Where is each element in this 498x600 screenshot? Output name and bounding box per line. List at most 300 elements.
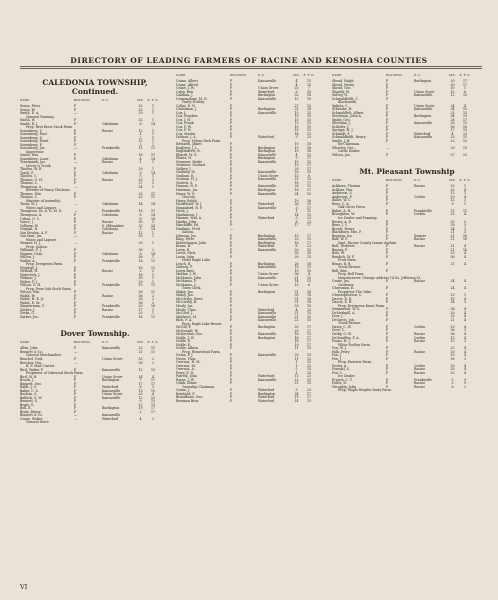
entry-rfd: 14 [150, 121, 156, 126]
entry-business: F [230, 381, 233, 386]
entry-section: 29 [450, 194, 455, 199]
entry-name: Mealy, Chas. [176, 307, 197, 312]
entry-rfd: 18 [306, 107, 312, 112]
entry-rfd: 1 [151, 107, 155, 112]
entry-business: F [230, 212, 233, 217]
entry-rfd: 3 [463, 356, 467, 361]
entry-name: Broughton, W. [332, 212, 355, 217]
header-name: NAME [332, 179, 342, 183]
entry-po: Kansasville [102, 367, 121, 372]
entry-name: Sonenberg, Paul [20, 132, 47, 137]
entry-rfd: 15 [306, 79, 312, 83]
entry-name: Cox, F. W. [176, 124, 192, 129]
entry-name: Smith, R. J. [20, 121, 39, 126]
entry-business: F [74, 272, 77, 277]
entry-rfd: 1 [151, 132, 155, 137]
entry-rfd: 23 [306, 135, 312, 140]
entry-rfd: 1 [463, 226, 467, 231]
entry-section: 15 [294, 96, 299, 101]
entry-rfd: 4 [463, 296, 467, 301]
entry-rfd: 1 [151, 128, 155, 133]
entry-section: 8 [139, 212, 142, 217]
entry-name: Blackburn, Mrs. P. [332, 230, 362, 235]
entry-rfd: 15 [306, 367, 312, 372]
entry-section: 15 [294, 159, 299, 164]
entry-rfd: 1 [151, 220, 155, 225]
entry-rfd: 1 [151, 234, 155, 239]
entry-note-text: Ice Dealer. [338, 374, 356, 379]
entry-po: Waterford [258, 395, 275, 400]
entry-business: F [386, 296, 389, 301]
entry-rfd: 33 [306, 89, 312, 94]
entry-po: S. Milwaukee [102, 223, 124, 228]
header-business: BUSINESS [74, 341, 91, 345]
entry-section: 31 [294, 296, 299, 301]
entry-business: F [386, 244, 389, 249]
entry-po: Burlington [258, 107, 276, 112]
entry-business: F [230, 261, 233, 266]
entry-po [102, 235, 135, 239]
entry-po: Kansasville [258, 152, 277, 157]
entry-section: 20 [294, 170, 299, 175]
entry-po: Waterford [258, 135, 275, 140]
entry-section: 25 [294, 86, 299, 91]
entry-note-text: Truck Farmer. [338, 265, 361, 270]
entry-business: F [230, 237, 233, 242]
entry-section: 24 [294, 191, 299, 196]
entry-name: French, C. T. [332, 377, 353, 382]
mt-pleasant-section-title: Mt. Pleasant Township [359, 167, 455, 177]
entry-name: Darcis, E. H. [332, 300, 353, 305]
entry-rfd: 1 [151, 272, 155, 277]
entry-name: Thomas, C. [20, 195, 39, 200]
entry-section: 4 [139, 416, 142, 421]
entry-section: 14 [294, 131, 299, 136]
entry-section: 24 [450, 286, 455, 291]
entry-business: F [386, 381, 389, 386]
entry-rfd: 2 [151, 357, 155, 361]
entry-section: 34 [450, 107, 455, 112]
entry-business: F [230, 170, 233, 175]
entry-business: F [74, 212, 77, 217]
entry-business: F [230, 339, 233, 344]
entry-name: Spahr, Geo. [332, 117, 351, 122]
entry-name: Cheesman, E. [332, 286, 355, 291]
entry-section: 3 [295, 216, 298, 221]
entry-business: F [74, 255, 77, 260]
entry-po: Burlington [258, 289, 276, 294]
entry-section: 26 [138, 297, 143, 302]
entry-name: Ludwig, F. [176, 265, 193, 270]
entry-business: F [230, 304, 233, 308]
entry-name: Baxnett, Geo. [20, 381, 42, 386]
entry-po: Caledonia [102, 156, 119, 161]
entry-name: McCord, J. [176, 311, 194, 316]
entry-po [414, 358, 447, 362]
entry-rfd: 18 [306, 142, 312, 147]
entry-name: Vergbal, H. [20, 227, 39, 232]
entry-rfd: 17 [306, 342, 312, 347]
entry-section: 1 [295, 209, 298, 214]
header-rfd: R. F. D. [147, 341, 159, 345]
entry-section: 30 [294, 251, 299, 256]
entry-po: Burlington [258, 233, 276, 238]
entry-section: 12 [450, 89, 455, 94]
entry-name: Mealy, Joe [176, 304, 193, 308]
entry-name: Sonenberg, V. [20, 128, 43, 133]
entry-rfd: 15 [306, 265, 312, 270]
entry-rfd: 1 [151, 311, 155, 316]
entry-name: Lewis, Matt. [176, 251, 197, 256]
entry-name: Collar, D. N. [176, 103, 196, 108]
entry-name: Cox, Stephen [176, 114, 198, 119]
entry-section: 34 [294, 391, 299, 396]
entry-business: F [386, 286, 389, 291]
entry-name: Anderson, P. [332, 194, 352, 199]
entry-section: 13 [294, 173, 299, 178]
entry-po: Racine [414, 384, 426, 389]
entry-section: 27 [450, 152, 455, 157]
entry-section: 23 [294, 377, 299, 382]
entry-name: Fonsdal, S. [332, 367, 350, 372]
entry-po: Racine [414, 244, 426, 249]
entry-business: F [386, 251, 389, 256]
entry-name: Beachel, Nick [20, 357, 43, 361]
entry-business: — [74, 360, 78, 365]
entry-po: Corliss [414, 212, 426, 217]
entry-business: F [230, 391, 233, 396]
entry-business: F [230, 240, 233, 245]
entry-name: Hawkinson, J. [176, 212, 199, 217]
entry-rfd: 9 [463, 377, 467, 382]
entry-business: F [74, 223, 77, 228]
entry-business: F [230, 268, 233, 273]
entry-rfd: 4 [463, 194, 467, 199]
entry-po: Waterford [258, 216, 275, 221]
entry-rfd: 3 [463, 339, 467, 344]
entry-section: 32 [138, 118, 143, 123]
entry-po: Union Grove [258, 272, 279, 277]
entry-section: 35 [450, 121, 455, 126]
directory-entry [20, 316, 170, 320]
entry-name: Godbary, M. [176, 170, 196, 175]
entry-name: Thielen, W. R. [20, 167, 43, 172]
entry-section: 1 [139, 160, 142, 165]
entry-po: Franksville [102, 314, 121, 319]
entry-po [258, 256, 291, 260]
entry-rfd: 14 [150, 170, 156, 175]
entry-name: Calahan, J. [176, 93, 194, 98]
entry-business: F [74, 293, 77, 298]
entry-name: Flentz, H. [176, 156, 192, 161]
entry-section: 29 [138, 241, 143, 246]
entry-rfd: 15 [462, 121, 468, 126]
entry-section: 12 [138, 367, 143, 372]
entry-rfd: 15 [306, 311, 312, 316]
entry-business: F [74, 409, 77, 414]
entry-business: F [386, 384, 389, 389]
entry-note-text: General Store. [26, 420, 50, 425]
entry-business: F [74, 307, 77, 312]
caledonia-section-title: CALEDONIA TOWNSHIP, Continued. [42, 78, 148, 96]
entry-rfd: 15 [306, 363, 312, 368]
entry-note-text: Fancy Poultry. [182, 100, 205, 105]
entry-name: Bennett & Co. [20, 349, 43, 354]
entry-section: 20 [450, 187, 455, 192]
entry-rfd: 15 [306, 356, 312, 361]
entry-name: Engberg, J. L. [176, 145, 199, 150]
entry-business: F [230, 145, 233, 150]
entry-business: F [230, 346, 233, 351]
entry-rfd: 4 [463, 367, 467, 372]
entry-business: F [230, 275, 233, 280]
entry-section: 18 [294, 187, 299, 192]
entry-business: F [386, 128, 389, 133]
entry-business: F [386, 226, 389, 231]
entry-section [291, 228, 302, 232]
entry-name: Falk, Perry [332, 349, 350, 354]
entry-po: Kansasville [258, 353, 277, 358]
entry-rfd: 17 [306, 223, 312, 228]
entry-name: Englebarett, R. [176, 149, 201, 154]
entry-business: F [230, 272, 233, 277]
entry-section: 36 [138, 293, 143, 298]
entry-po: Kansasville [102, 346, 121, 351]
entry-rfd: 17 [462, 79, 468, 83]
entry-name: Waterlock, J. [20, 272, 41, 277]
entry-rfd: 3 [463, 223, 467, 228]
entry-section: 4 [295, 82, 298, 87]
entry-business: F [74, 314, 77, 319]
entry-business: F [74, 402, 77, 407]
entry-section: 25 [450, 346, 455, 351]
entry-note-text: General Teaming. [26, 114, 55, 119]
entry-po: Waterford [102, 385, 119, 390]
entry-business: — [74, 241, 78, 246]
entry-business: F [230, 300, 233, 305]
entry-business: — [74, 349, 78, 354]
entry-po: Burlington [102, 378, 120, 383]
entry-business: F [230, 328, 233, 333]
entry-name: Fuller, R. [332, 381, 347, 386]
entry-business: F [386, 198, 389, 203]
entry-name: McCarthy, H. [176, 300, 198, 305]
entry-po: Caledonia [102, 170, 119, 175]
entry-business: — [74, 184, 78, 189]
entry-section: 32 [138, 107, 143, 112]
entry-rfd: 2 [151, 293, 155, 298]
entry-rfd: 15 [306, 237, 312, 242]
entry-note-text: R. F. Mail Carrier. [26, 364, 55, 369]
entry-po: Kansasville [102, 388, 121, 393]
entry-po: Kansasville [102, 395, 121, 400]
header-name: NAME [20, 341, 30, 345]
entry-section: 19 [450, 296, 455, 301]
entry-name: Brook, J. [20, 378, 34, 383]
entry-rfd: 15 [306, 114, 312, 119]
entry-po: Franksville [102, 146, 121, 151]
entry-business: F [386, 152, 389, 157]
entry-business: F [386, 114, 389, 119]
entry-name: Vallevar, W. [20, 223, 39, 228]
entry-name: Noble, G. [176, 339, 192, 344]
entry-section: 4 [295, 307, 298, 312]
entry-rfd: 23 [306, 388, 312, 393]
entry-name: Bull, Dedivers [332, 244, 355, 249]
entry-section: 29 [138, 111, 143, 116]
entry-rfd: 7 [307, 86, 311, 91]
entry-section: 9 [451, 201, 454, 206]
entry-rfd: 4 [463, 279, 467, 284]
entry-rfd: 3 [151, 416, 155, 421]
entry-name: Noble, Albion [176, 346, 199, 351]
entry-rfd: 4 [463, 332, 467, 336]
entry-name: Benz, J. C. [332, 223, 349, 228]
entry-business: F [386, 103, 389, 108]
entry-section: 13 [138, 139, 143, 144]
entry-section: 23 [138, 195, 143, 200]
entry-section: 24 [450, 279, 455, 284]
entry-name: Brennan Bros. [176, 398, 200, 403]
page-number: VI [20, 583, 28, 591]
entry-rfd: 15 [306, 191, 312, 196]
entry-po: Caledonia [102, 212, 119, 217]
entry-rfd: 4 [463, 335, 467, 340]
entry-section: 36 [138, 360, 143, 365]
entry-section: 2 [139, 269, 142, 274]
entry-name: Harry, Ralph [176, 198, 197, 203]
entry-rfd [458, 270, 472, 274]
entry-section: 5 [451, 381, 454, 386]
directory-entry [332, 154, 482, 158]
entry-section: 12 [138, 395, 143, 400]
entry-section: 20 [450, 363, 455, 368]
entry-rfd: 23 [462, 152, 468, 157]
entry-section [447, 98, 458, 102]
entry-section: 3 [295, 135, 298, 140]
entry-po: Racine [102, 160, 114, 165]
entry-name: Bird, Walter F. [20, 367, 44, 372]
entry-rfd: 1 [463, 184, 467, 189]
entry-section: 21 [450, 244, 455, 249]
entry-rfd: 15 [306, 346, 312, 351]
entry-po: Racine [102, 177, 114, 182]
entry-business: F [74, 230, 77, 235]
entry-business: F [74, 107, 77, 112]
entry-section: 17 [450, 128, 455, 133]
entry-name: McCarthy, Steve [176, 296, 203, 301]
entry-name: Zerka, G. [20, 311, 35, 316]
entry-section: 18 [294, 339, 299, 344]
entry-business: F [74, 132, 77, 137]
entry-name: Thomas, G. H. [20, 177, 43, 182]
entry-name: Van Dam, Jos. [20, 234, 43, 239]
entry-business: F [74, 195, 77, 200]
entry-rfd: 15 [306, 131, 312, 136]
entry-section: 5 [295, 89, 298, 94]
entry-business: F [74, 378, 77, 383]
entry-rfd: 15 [150, 367, 156, 372]
entry-business: F [230, 314, 233, 319]
entry-po [414, 154, 447, 158]
entry-rfd: 16 [306, 198, 312, 203]
entry-name: Lavin, John [176, 254, 195, 259]
entry-business: — [74, 209, 78, 214]
entry-name: Kobterhagen, John [176, 240, 207, 245]
entry-po: Caledonia [102, 121, 119, 126]
entry-rfd: 1 [151, 139, 155, 144]
entry-name: Schmahlfeldt, C. [332, 96, 359, 101]
entry-business: F [386, 328, 389, 333]
entry-rfd: 1 [463, 293, 467, 298]
entry-business: F [230, 124, 233, 129]
entry-name: Schmidt, F. [332, 131, 351, 136]
entry-rfd: 17 [462, 82, 468, 87]
entry-rfd: 4 [463, 261, 467, 266]
entry-business: F [230, 142, 233, 147]
entry-business: F [74, 156, 77, 161]
entry-section: 36 [138, 300, 143, 305]
entry-name: Rich, F. A. [176, 318, 193, 323]
entry-section: 20 [294, 328, 299, 333]
entry-section: 19 [294, 142, 299, 147]
entry-rfd: 3 [463, 198, 467, 203]
entry-rfd: 18 [306, 93, 312, 98]
entry-business: F [74, 367, 77, 372]
entry-name: Nolan, P. J. [176, 353, 194, 358]
entry-business: F [230, 180, 233, 185]
entry-rfd: 15 [306, 314, 312, 319]
entry-business: F [230, 103, 233, 108]
entry-rfd: 2 [151, 269, 155, 274]
entry-rfd: 15 [306, 184, 312, 189]
entry-rfd: 15 [306, 159, 312, 164]
entry-business: F [386, 279, 389, 284]
entry-po: Kansasville [258, 265, 277, 270]
entry-business: F [386, 300, 389, 305]
entry-section: 12 [138, 230, 143, 235]
entry-rfd: 15 [306, 398, 312, 403]
entry-note-text: Manufacturer. Chicago address 14 So. Jefferson St. [338, 275, 422, 280]
entry-name: Stechman, John A. [332, 114, 362, 119]
entry-business: F [386, 110, 389, 115]
entry-name: Sonenberg, S. [20, 135, 43, 140]
entry-name: Trautmann, Jas. [20, 160, 46, 165]
entry-rfd: 6 [307, 282, 311, 287]
entry-section: 21 [450, 233, 455, 238]
entry-business: F [230, 307, 233, 312]
entry-section: 20 [450, 367, 455, 372]
entry-po [102, 196, 135, 200]
entry-rfd: 1 [151, 241, 155, 246]
entry-business: F [74, 258, 77, 263]
entry-name: McManus, John [176, 275, 202, 280]
entry-note-text: Prop. Rest River Stock Farm. [26, 125, 74, 130]
entry-business: F [230, 117, 233, 122]
entry-po: Caledonia [102, 251, 119, 256]
entry-po: Union Grove [258, 86, 279, 91]
entry-rfd: 1 [151, 181, 155, 186]
entry-name: Crane, Jas. [332, 279, 350, 284]
entry-name: Caley, Ben [176, 89, 193, 94]
entry-name: Baller, W. C. [332, 198, 352, 203]
entry-name: Allen, John [20, 346, 38, 351]
entry-section: 24 [450, 103, 455, 108]
entry-section: 15 [294, 117, 299, 122]
entry-section: 29 [450, 212, 455, 217]
entry-po: Racine [102, 220, 114, 225]
header-sec: SEC. [448, 74, 457, 77]
